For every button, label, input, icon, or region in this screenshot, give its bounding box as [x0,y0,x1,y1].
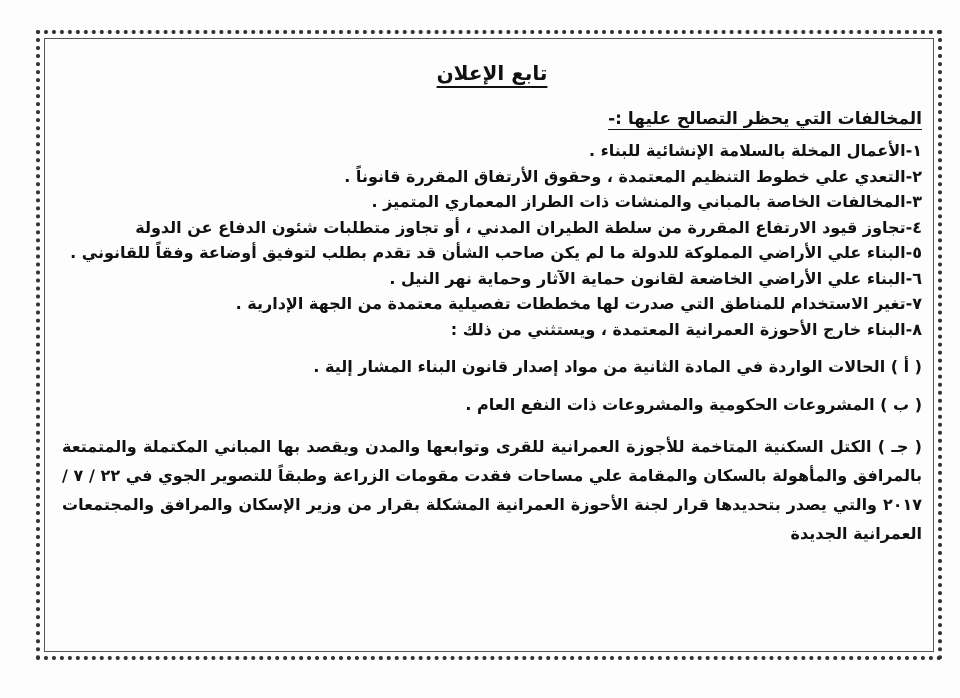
list-item: ٣-المخالفات الخاصة بالمباني والمنشات ذات الطراز المعماري المتميز . [371,192,922,211]
list-item: ١-الأعمال المخلة بالسلامة الإنشائية للبناء . [588,141,922,160]
section-heading: المخالفات التي يحظر التصالح عليها :- [608,109,922,129]
violations-list [62,138,922,342]
exception-c: ( جـ ) الكتل السكنية المتاخمة للأجوزة العمرانية للقرى وتوابعها والمدن ويقصد بها المباني المكتملة والمتمتعة بالمرافق والمأهولة بالسكان والمقامة علي مساحات فقدت مقومات الزراعة وطبقاً للتصوير الجوي في ٢٢ / ٧ / ٢٠١٧ والتي يصدر بتحديدها قرار لجنة الأحوزة العمرانية المشكلة بقرار من وزير الإسكان والمرافق والمجتمعات العمرانية الجديدة [62,437,923,543]
announcement-body [62,58,922,648]
list-item: ٧-تغير الاستخدام للمناطق التي صدرت لها مخططات تفصيلية معتمدة من الجهة الإدارية . [235,294,922,313]
exception-a: ( أ ) الحالات الواردة في المادة الثانية من مواد إصدار قانون البناء المشار إلية . [313,357,922,376]
list-item: ٢-التعدي علي خطوط التنظيم المعتمدة ، وحقوق الأرتفاق المقررة قانوناً . [344,166,922,186]
list-item: ٥-البناء علي الأراضي المملوكة للدولة ما لم يكن صاحب الشأن قد تقدم بطلب لتوفيق أوضاعة وفقاً للقانوني . [70,243,922,262]
list-item: ٤-تجاوز قيود الارتفاع المقررة من سلطة الطيران المدني ، أو تجاوز متطلبات شئون الدفاع عن الدولة [135,217,922,237]
exception-b: ( ب ) المشروعات الحكومية والمشروعات ذات النفع العام . [465,395,922,414]
list-item: ٦-البناء علي الأراضي الخاضعة لقانون حماية الآثار وحماية نهر النيل . [389,268,922,288]
document-title: تابع الإعلان [436,61,548,85]
list-item: ٨-البناء خارج الأحوزة العمرانية المعتمدة ، ويستثني من ذلك : [450,319,922,339]
